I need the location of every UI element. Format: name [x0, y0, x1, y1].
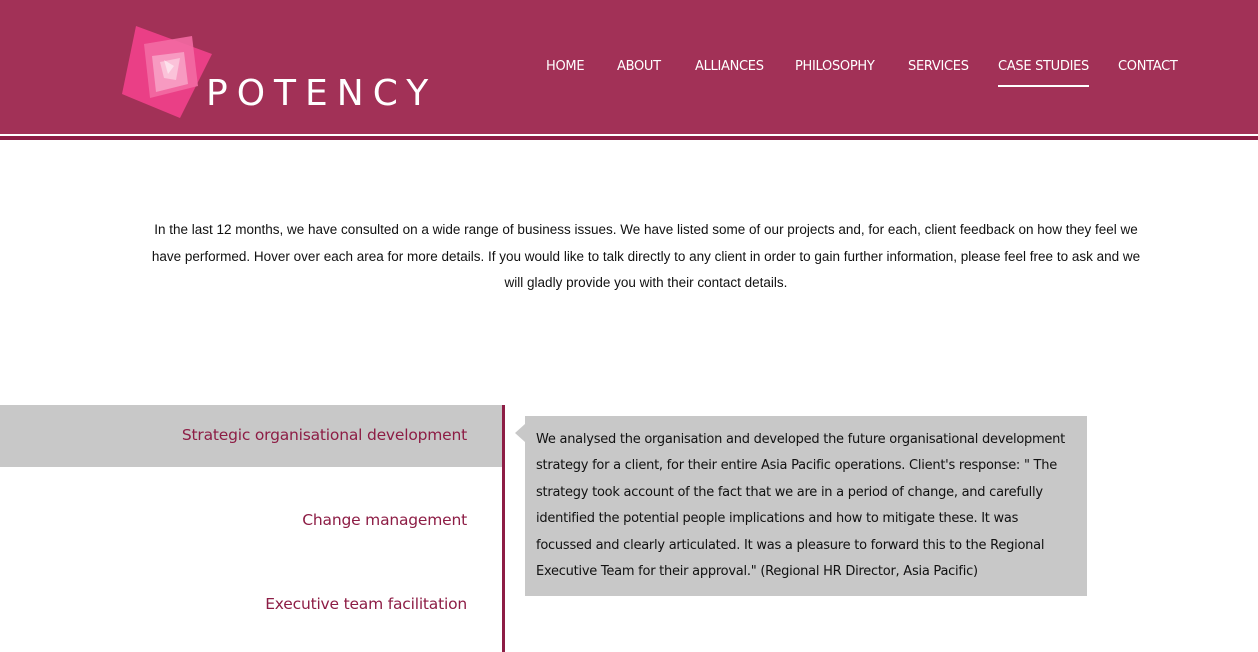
header-bottom-border [0, 136, 1258, 140]
nav-alliances[interactable]: ALLIANCES [695, 59, 764, 74]
nav-philosophy[interactable]: PHILOSOPHY [795, 59, 875, 74]
main-navigation [0, 58, 1258, 88]
nav-case-studies[interactable]: CASE STUDIES [998, 58, 1089, 88]
nav-home[interactable]: HOME [546, 59, 585, 74]
nav-services[interactable]: SERVICES [908, 59, 969, 74]
category-change-management[interactable]: Change management [302, 511, 467, 529]
category-executive-team-facilitation[interactable]: Executive team facilitation [265, 595, 467, 613]
intro-paragraph: In the last 12 months, we have consulted on a wide range of business issues. We have listed some of our projects and, for each, client feedback on how they feel we have performed. Hover over each area for more details. If you would like to talk directly to any client in order to gain further information, please feel free to ask and we will gladly provide you with their contact details. [151, 222, 1141, 290]
nav-about[interactable]: ABOUT [617, 59, 661, 74]
nav-contact[interactable]: CONTACT [1118, 59, 1178, 74]
category-strategic-organisational-development[interactable]: Strategic organisational development [181, 426, 467, 444]
detail-pointer-arrow [515, 424, 525, 442]
logo-wordmark: POTENCY [206, 73, 438, 114]
case-study-detail-box: We analysed the organisation and developed the future organisational development strategy for a client, for their entire Asia Pacific operations. Client's response: " The strategy took account of the fact that we are in a period of change, and carefully identified the potential people implications and how to mitigate these. It was focussed and clearly articulated. It was a pleasure to forward this to the Regional Executive Team for their approval." (Regional HR Director, Asia Pacific) [525, 416, 1087, 596]
category-divider [502, 405, 505, 652]
